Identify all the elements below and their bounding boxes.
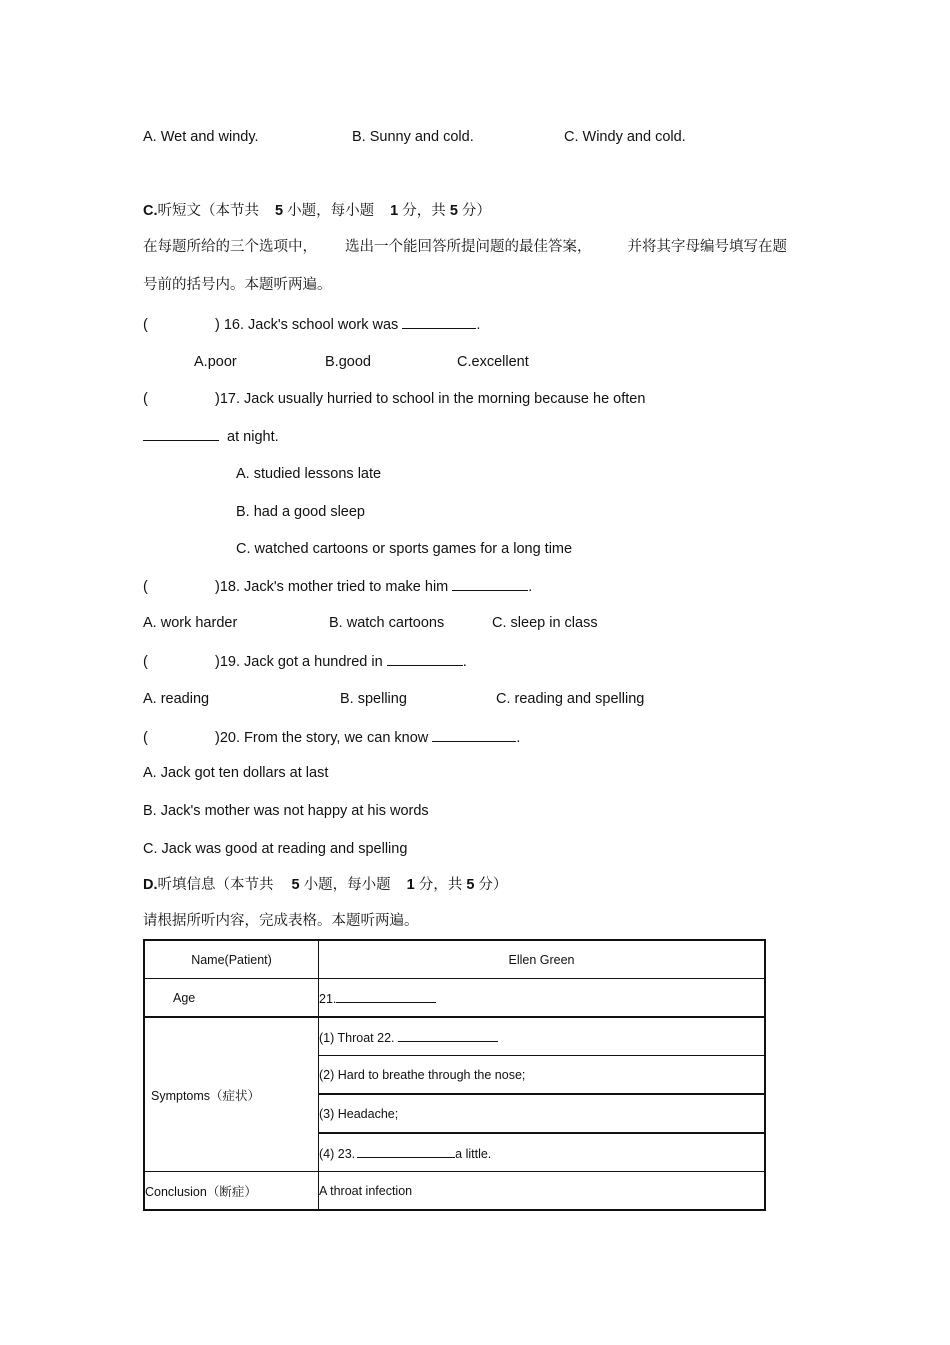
symptom-4: (4) 23. a little. [319, 1133, 766, 1172]
q20-option-c: C. Jack was good at reading and spelling [143, 841, 408, 857]
conclusion-label: Conclusion（断症） [144, 1172, 319, 1211]
table-row [144, 979, 765, 1018]
answer-blank[interactable] [432, 728, 516, 742]
q16-option-c: C.excellent [457, 354, 529, 370]
section-c-instruction: 在每题所给的三个选项中， 选出一个能回答所提问题的最佳答案， 并将其字母编号填写在题 [143, 239, 787, 255]
q20-option-a: A. Jack got ten dollars at last [143, 765, 329, 781]
answer-blank-21[interactable] [336, 989, 436, 1003]
q18-option-b: B. watch cartoons [329, 615, 445, 631]
symptom-2: (2) Hard to breathe through the nose; [319, 1056, 766, 1095]
answer-bracket[interactable]: ( [143, 654, 148, 670]
conclusion-value: A throat infection [319, 1172, 766, 1211]
symptom-3: (3) Headache; [319, 1094, 766, 1133]
answer-blank[interactable] [452, 577, 528, 591]
answer-bracket[interactable]: ( [143, 730, 148, 746]
q19-option-c: C. reading and spelling [496, 691, 645, 707]
answer-blank-23[interactable] [357, 1144, 455, 1158]
patient-info-table [143, 939, 766, 1211]
q17-option-b: B. had a good sleep [236, 504, 365, 520]
table-row [144, 940, 765, 979]
section-d-instruction: 请根据所听内容，完成表格。本题听两遍。 [143, 913, 419, 929]
q15-option-b: B. Sunny and cold. [352, 129, 474, 145]
table-row [144, 1172, 765, 1211]
q15-option-a: A. Wet and windy. [143, 129, 259, 145]
question-20: ( )20. From the story, we can know . [143, 730, 521, 746]
q19-option-b: B. spelling [340, 691, 407, 707]
q20-option-b: B. Jack's mother was not happy at his words [143, 803, 429, 819]
age-cell: 21. [319, 979, 766, 1018]
answer-blank[interactable] [402, 315, 476, 329]
question-17-cont: at night. [143, 427, 279, 446]
age-label: Age [144, 979, 319, 1018]
q18-option-c: C. sleep in class [492, 615, 598, 631]
question-17: ( )17. Jack usually hurried to school in the morning because he often [143, 391, 646, 407]
name-label: Name(Patient) [144, 940, 319, 979]
answer-bracket[interactable]: ( [143, 317, 148, 333]
q18-option-a: A. work harder [143, 615, 238, 631]
question-19: ( )19. Jack got a hundred in . [143, 654, 467, 670]
answer-blank[interactable] [387, 652, 463, 666]
q15-option-c: C. Windy and cold. [564, 129, 686, 145]
symptom-1: (1) Throat 22. [319, 1017, 766, 1056]
symptoms-label: Symptoms（症状） [144, 1017, 319, 1172]
answer-blank-22[interactable] [398, 1028, 498, 1042]
section-c-label: C. [143, 203, 158, 219]
q17-option-c: C. watched cartoons or sports games for a long time [236, 541, 573, 557]
question-18: ( )18. Jack's mother tried to make him . [143, 579, 533, 595]
section-c-instruction-2: 号前的括号内。本题听两遍。 [143, 277, 332, 293]
q17-option-a: A. studied lessons late [236, 466, 382, 482]
section-c-title: C.听短文（本节共 5 小题，每小题 1 分，共 5 分） [143, 203, 491, 219]
answer-bracket[interactable]: ( [143, 391, 148, 407]
answer-blank[interactable] [143, 427, 219, 441]
table-row [144, 1017, 765, 1056]
answer-bracket[interactable]: ( [143, 579, 148, 595]
name-value: Ellen Green [319, 940, 766, 979]
q19-option-a: A. reading [143, 691, 210, 707]
section-d-label: D. [143, 877, 158, 893]
q16-option-b: B.good [325, 354, 371, 370]
q16-option-a: A.poor [194, 354, 237, 370]
question-16: ( ) 16. Jack's school work was . [143, 317, 481, 333]
section-d-title: D.听填信息（本节共 5 小题，每小题 1 分，共 5 分） [143, 877, 508, 893]
